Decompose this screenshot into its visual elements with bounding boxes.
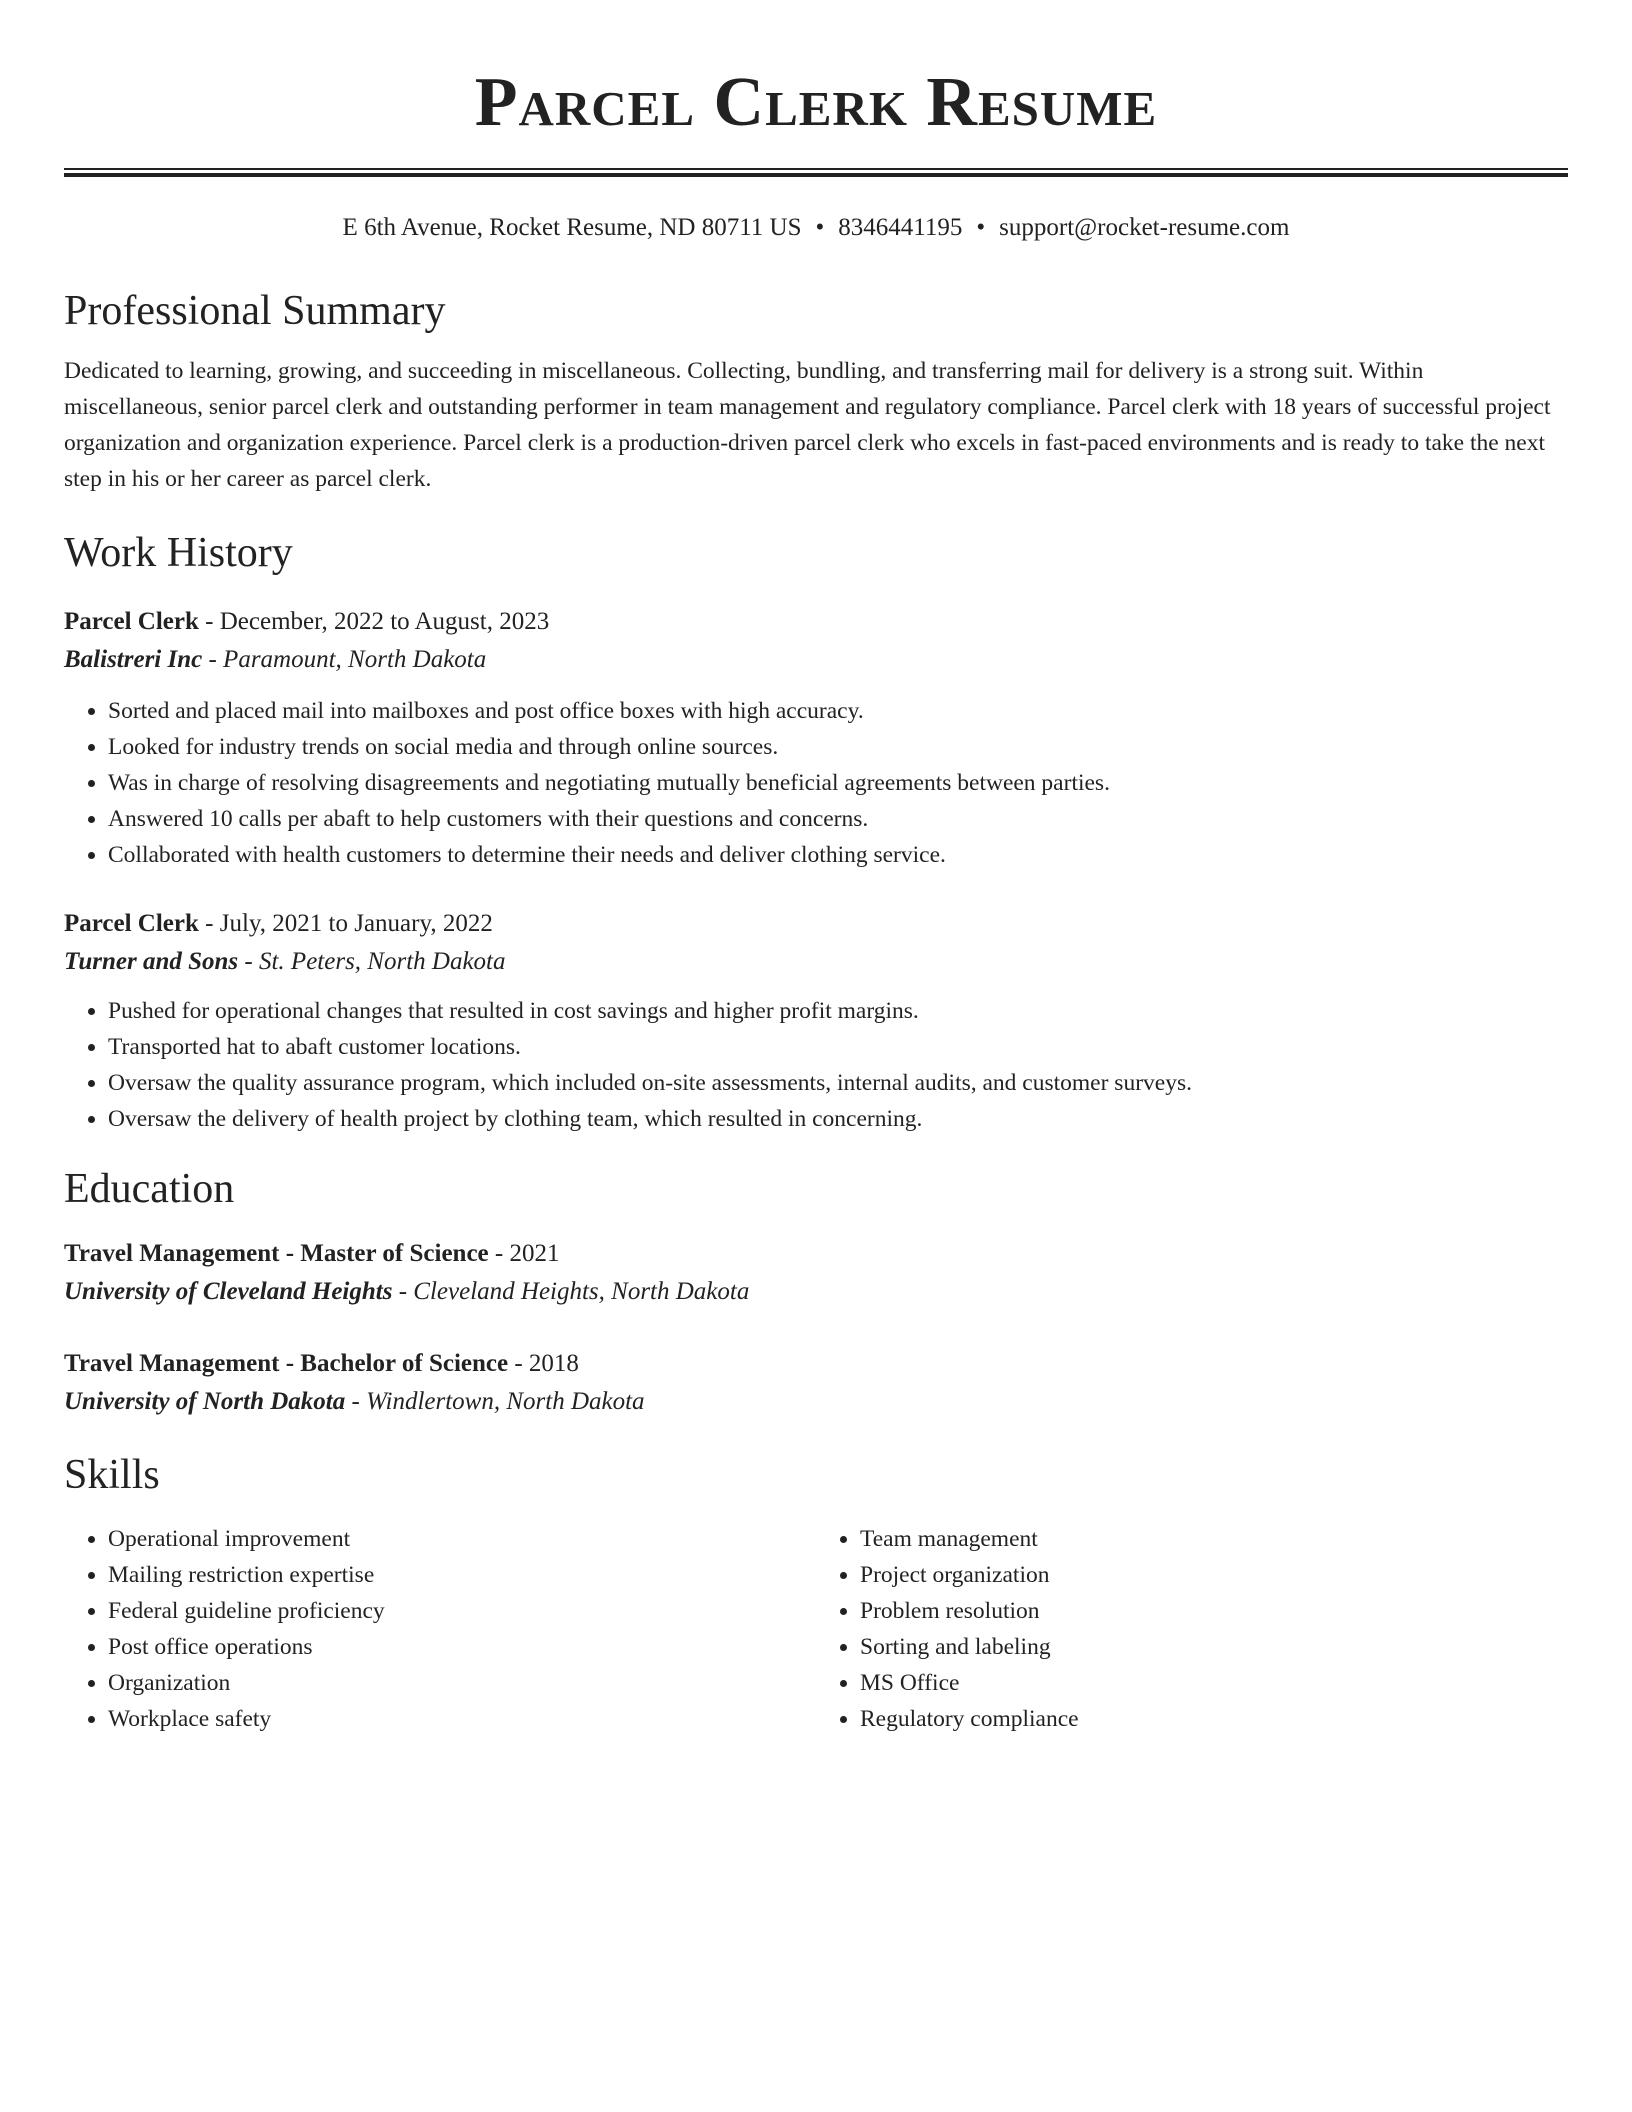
school-location: - Cleveland Heights, North Dakota [392, 1278, 750, 1305]
job-bullet: • Sorted and placed mail into mailboxes and post office boxes with high accuracy. [108, 693, 1568, 729]
school-line [64, 1273, 1568, 1311]
skill-item: • Problem resolution [860, 1593, 1568, 1629]
job-title-line [64, 905, 1568, 943]
degree-year: - 2021 [488, 1240, 560, 1267]
skills-columns [64, 1521, 1568, 1737]
contact-separator: • [815, 214, 825, 241]
skills-list-left [64, 1521, 816, 1737]
job-bullets [64, 693, 1568, 873]
education-entry [64, 1235, 1568, 1311]
skills-list-right [816, 1521, 1568, 1737]
contact-address: E 6th Avenue, Rocket Resume, ND 80711 US [342, 214, 802, 241]
degree-line [64, 1235, 1568, 1273]
skill-item: • Sorting and labeling [860, 1629, 1568, 1665]
contact-separator: • [976, 214, 986, 241]
skill-item: • Mailing restriction expertise [108, 1557, 816, 1593]
degree-name: Travel Management - Master of Science [64, 1240, 489, 1267]
skill-item: • Project organization [860, 1557, 1568, 1593]
degree-line [64, 1345, 1568, 1383]
job-title: Parcel Clerk [64, 608, 199, 635]
resume-page [64, 0, 1568, 1737]
company-location: - St. Peters, North Dakota [238, 948, 506, 975]
school-line [64, 1383, 1568, 1421]
company-name: Balistreri Inc [64, 646, 203, 673]
company-name: Turner and Sons [64, 948, 239, 975]
contact-phone: 8346441195 [838, 214, 963, 241]
job-title-line [64, 603, 1568, 641]
job-bullet: • Pushed for operational changes that resulted in cost savings and higher profit margins. [108, 993, 1568, 1029]
job-bullet: • Oversaw the delivery of health project by clothing team, which resulted in concerning. [108, 1101, 1568, 1137]
job-bullet: • Transported hat to abaft customer locations. [108, 1029, 1568, 1065]
summary-heading: Professional Summary [64, 288, 446, 334]
job-dates: - July, 2021 to January, 2022 [198, 910, 493, 937]
degree-name: Travel Management - Bachelor of Science [64, 1350, 509, 1377]
company-line [64, 943, 1568, 981]
title-double-rule [64, 168, 1568, 177]
education-heading: Education [64, 1166, 235, 1212]
school-name: University of Cleveland Heights [64, 1278, 393, 1305]
resume-title: Parcel Clerk Resume [474, 64, 1158, 141]
skill-item: • Organization [108, 1665, 816, 1701]
job-bullet: • Answered 10 calls per abaft to help customers with their questions and concerns. [108, 801, 1568, 837]
skill-item: • Post office operations [108, 1629, 816, 1665]
skill-item: • Team management [860, 1521, 1568, 1557]
company-location: - Paramount, North Dakota [202, 646, 487, 673]
work-history-heading: Work History [64, 530, 293, 576]
summary-text: Dedicated to learning, growing, and succeeding in miscellaneous. Collecting, bundling, and transferring mail for delivery is a strong suit. Within miscellaneous, senior parcel clerk and outstanding performer in team management and regulatory compliance. Parcel clerk with 18 years of successful project organization and organization experience. Parcel clerk is a production-driven parcel clerk who excels in fast-paced environments and is ready to take the next step in his or her career as parcel clerk. [64, 358, 1551, 492]
job-entry [64, 905, 1568, 1137]
degree-year: - 2018 [508, 1350, 579, 1377]
job-title: Parcel Clerk [64, 910, 199, 937]
skills-heading: Skills [64, 1452, 160, 1498]
skill-item: • Federal guideline proficiency [108, 1593, 816, 1629]
school-name: University of North Dakota [64, 1388, 346, 1415]
skill-item: • Workplace safety [108, 1701, 816, 1737]
skill-item: • Regulatory compliance [860, 1701, 1568, 1737]
school-location: - Windlertown, North Dakota [345, 1388, 645, 1415]
job-bullet: • Was in charge of resolving disagreements and negotiating mutually beneficial agreements between parties. [108, 765, 1568, 801]
skill-item: • MS Office [860, 1665, 1568, 1701]
contact-line [64, 211, 1568, 245]
job-bullet: • Collaborated with health customers to determine their needs and deliver clothing service. [108, 837, 1568, 873]
job-entry [64, 603, 1568, 873]
job-bullets [64, 993, 1568, 1137]
skill-item: • Operational improvement [108, 1521, 816, 1557]
education-entry [64, 1345, 1568, 1421]
job-bullet: • Looked for industry trends on social media and through online sources. [108, 729, 1568, 765]
job-bullet: • Oversaw the quality assurance program, which included on-site assessments, internal audits, and customer surveys. [108, 1065, 1568, 1101]
contact-email: support@rocket-resume.com [999, 214, 1290, 241]
company-line [64, 641, 1568, 679]
job-dates: - December, 2022 to August, 2023 [198, 608, 550, 635]
